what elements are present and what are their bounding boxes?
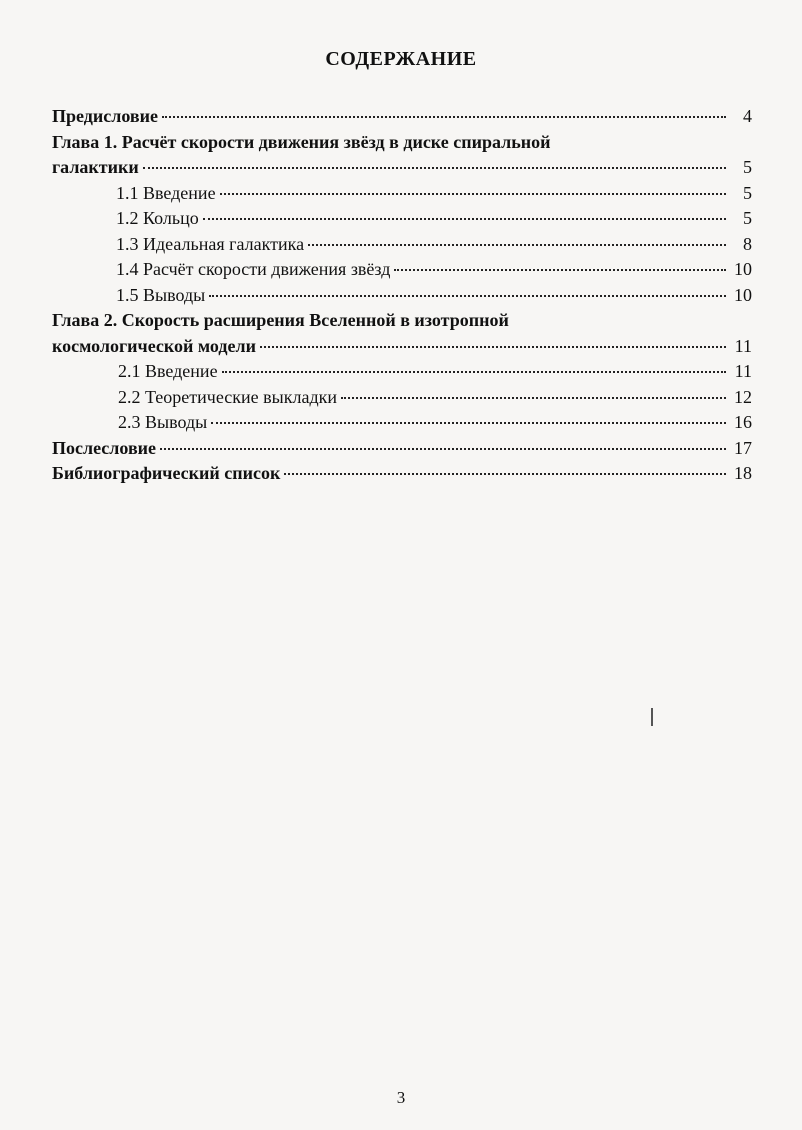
toc-entry-label-line2: космологической модели [52,335,256,356]
toc-entry-label: 2.3 Выводы [118,412,208,432]
leader-dots [211,422,726,424]
toc-entry-1-4[interactable] [52,257,752,283]
leader-dots [308,244,726,246]
toc-entry-label: Библиографический список [52,463,281,483]
leader-dots [222,371,726,373]
toc-entry-page: 5 [743,208,752,228]
leader-dots [209,295,726,297]
page-number: 3 [396,1088,406,1107]
toc-entry-label: 1.2 Кольцо [116,208,199,228]
toc-entry-page: 11 [734,361,752,381]
toc-entry-2-2[interactable] [52,385,752,411]
toc-entry-1-2[interactable] [52,206,752,232]
toc-entry-page: 10 [734,284,752,305]
toc-entry-label-line1: Глава 2. Скорость расширения Вселенной в изотропной [52,310,509,330]
toc-entry-bibliography[interactable] [52,461,752,487]
leader-dots [394,269,726,271]
toc-entry-page: 10 [734,259,752,279]
toc-entry-chapter-2[interactable] [52,308,752,359]
toc-entry-label: 1.3 Идеальная галактика [116,233,305,254]
leader-dots [284,473,726,475]
toc-entry-page: 16 [734,412,752,432]
table-of-contents [52,104,752,487]
toc-entry-2-3[interactable] [52,410,752,436]
toc-entry-page: 18 [734,463,752,483]
toc-entry-page: 17 [734,437,752,458]
toc-entry-page: 4 [743,106,752,126]
toc-entry-label: 1.1 Введение [116,182,216,203]
toc-entry-page: 8 [743,233,752,254]
toc-entry-afterword[interactable] [52,436,752,462]
toc-entry-label-line1: Глава 1. Расчёт скорости движения звёзд в диске спиральной [52,131,551,152]
toc-entry-page: 5 [743,157,752,177]
toc-entry-label: Послесловие [52,437,157,458]
toc-entry-2-1[interactable] [52,359,752,385]
toc-entry-label: 1.5 Выводы [116,284,206,305]
toc-entry-label: 2.1 Введение [118,361,218,381]
toc-entry-page: 11 [734,335,752,356]
toc-entry-1-5[interactable] [52,283,752,309]
toc-entry-1-1[interactable] [52,181,752,207]
scan-mark [651,708,653,726]
toc-entry-preface[interactable] [52,104,752,130]
toc-entry-page: 12 [734,386,752,407]
leader-dots [203,218,726,220]
toc-entry-1-3[interactable] [52,232,752,258]
toc-entry-label: Предисловие [52,106,158,126]
leader-dots [220,193,726,195]
leader-dots [260,346,726,348]
toc-entry-label: 2.2 Теоретические выкладки [118,386,337,407]
page-title: СОДЕРЖАНИЕ [325,48,477,70]
toc-entry-chapter-1[interactable] [52,130,752,181]
leader-dots [162,116,726,118]
leader-dots [341,397,726,399]
toc-entry-label-line2: галактики [52,157,139,177]
leader-dots [143,167,726,169]
toc-entry-label: 1.4 Расчёт скорости движения звёзд [116,259,391,279]
leader-dots [160,448,726,450]
toc-entry-page: 5 [743,182,752,203]
